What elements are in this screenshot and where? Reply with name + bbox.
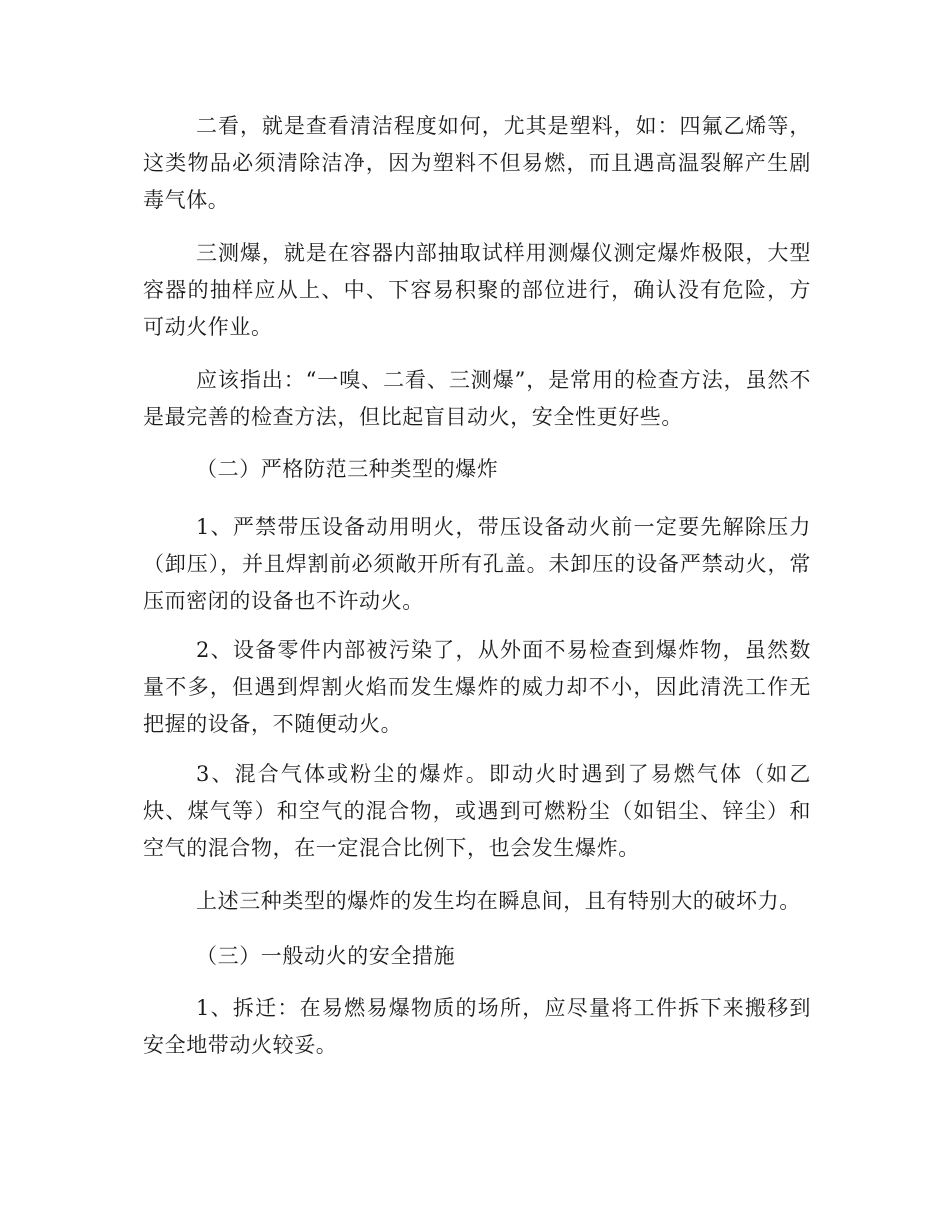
paragraph-item-3-mixed-gas: 3、混合气体或粉尘的爆炸。即动火时遇到了易燃气体（如乙炔、煤气等）和空气的混合物，或遇到可燃粉尘（如铝尘、锌尘）和空气的混合物，在一定混合比例下，也会发生爆炸。 — [143, 762, 811, 860]
paragraph-note-methods: 应该指出：“一嗅、二看、三测爆”，是常用的检查方法，虽然不是最完善的检查方法，但比起盲目动火，安全性更好些。 — [143, 368, 811, 429]
paragraph-item-2-contamination: 2、设备零件内部被污染了，从外面不易检查到爆炸物，虽然数量不多，但遇到焊割火焰而发生爆炸的威力却不小，因此清洗工作无把握的设备，不随便动火。 — [143, 638, 811, 736]
paragraph-inspect-cleanliness: 二看，就是查看清洁程度如何，尤其是塑料，如：四氟乙烯等，这类物品必须清除洁净，因为塑料不但易燃，而且遇高温裂解产生剧毒气体。 — [143, 114, 811, 212]
paragraph-item-1-relocate: 1、拆迁：在易燃易爆物质的场所，应尽量将工件拆下来搬移到安全地带动火较妥。 — [143, 996, 811, 1057]
section-heading-general-measures: （三）一般动火的安全措施 — [196, 944, 456, 968]
paragraph-item-1-pressure: 1、严禁带压设备动用明火，带压设备动火前一定要先解除压力（卸压），并且焊割前必须敞开所有孔盖。未卸压的设备严禁动火，常压而密闭的设备也不许动火。 — [143, 515, 811, 613]
paragraph-summary: 上述三种类型的爆炸的发生均在瞬息间，且有特别大的破坏力。 — [196, 889, 801, 913]
paragraph-explosion-test: 三测爆，就是在容器内部抽取试样用测爆仪测定爆炸极限，大型容器的抽样应从上、中、下容易积聚的部位进行，确认没有危险，方可动火作业。 — [143, 241, 811, 339]
section-heading-prevent-explosions: （二）严格防范三种类型的爆炸 — [196, 457, 499, 481]
